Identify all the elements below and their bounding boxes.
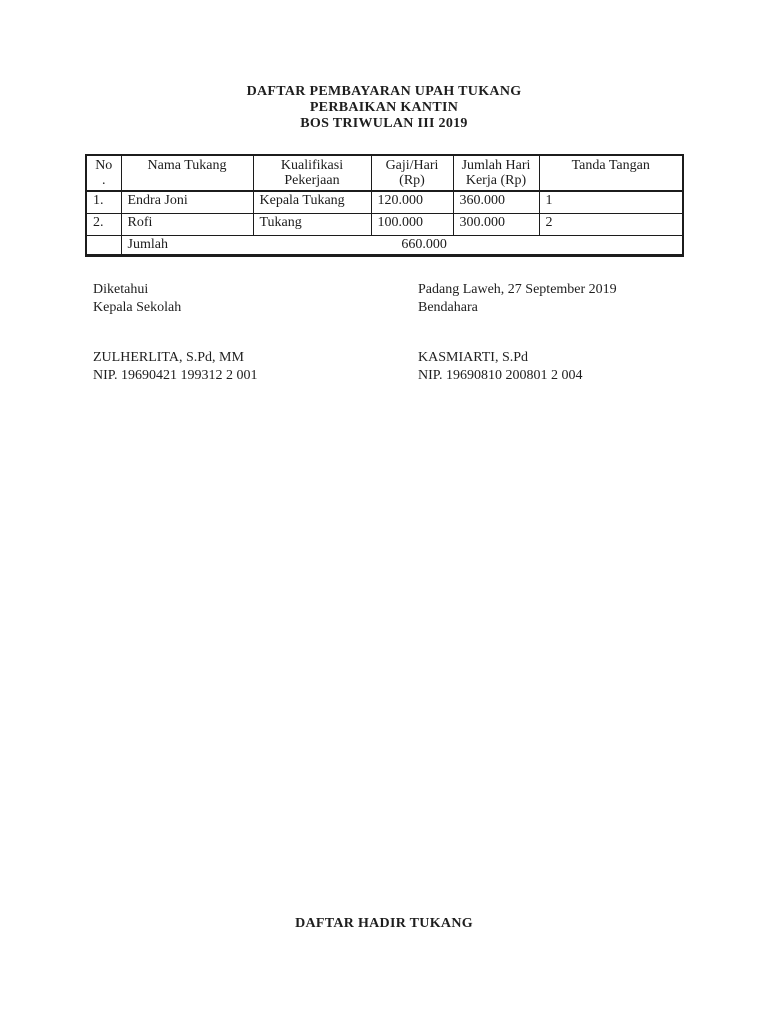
col-header-kualifikasi-pekerjaan: Kualifikasi Pekerjaan [253, 155, 371, 191]
cell-kualifikasi: Kepala Tukang [253, 191, 371, 214]
title-line-1: DAFTAR PEMBAYARAN UPAH TUKANG [246, 84, 522, 99]
title-line-3: BOS TRIWULAN III 2019 [300, 116, 468, 131]
signature-left-line-1: Diketahui [93, 282, 149, 297]
table-row [86, 214, 683, 236]
cell-no: 2. [86, 214, 121, 236]
next-section-title: DAFTAR HADIR TUKANG [295, 916, 473, 931]
cell-no: 1. [86, 191, 121, 214]
signature-right-role: Bendahara [418, 300, 478, 315]
cell-jumlah-hari: 300.000 [453, 214, 539, 236]
table-header-row [86, 155, 683, 191]
col-header-jumlah-hari-kerja: Jumlah Hari Kerja (Rp) [453, 155, 539, 191]
total-cell [121, 236, 683, 256]
signature-block-right [418, 281, 617, 385]
document-title [0, 84, 768, 132]
cell-nama: Rofi [121, 214, 253, 236]
cell-tanda-tangan: 2 [539, 214, 683, 236]
signature-block-left [93, 281, 258, 385]
cell-gaji: 120.000 [371, 191, 453, 214]
col-header-no: No . [86, 155, 121, 191]
cell-gaji: 100.000 [371, 214, 453, 236]
signature-left-line-2: Kepala Sekolah [93, 300, 182, 315]
col-header-tanda-tangan: Tanda Tangan [539, 155, 683, 191]
total-label: Jumlah [127, 237, 168, 252]
title-line-2: PERBAIKAN KANTIN [309, 100, 459, 115]
cell-no-empty [86, 236, 121, 256]
table-row [86, 191, 683, 214]
signature-left-nip: NIP. 19690421 199312 2 001 [93, 368, 258, 383]
signature-left-name: ZULHERLITA, S.Pd, MM [93, 350, 244, 365]
col-header-nama-tukang: Nama Tukang [121, 155, 253, 191]
cell-tanda-tangan: 1 [539, 191, 683, 214]
cell-jumlah-hari: 360.000 [453, 191, 539, 214]
cell-nama: Endra Joni [121, 191, 253, 214]
signature-right-name: KASMIARTI, S.Pd [418, 350, 529, 365]
payment-table [85, 154, 684, 257]
signature-right-place-date: Padang Laweh, 27 September 2019 [418, 282, 617, 297]
total-value: 660.000 [401, 237, 447, 252]
col-header-gaji-hari: Gaji/Hari (Rp) [371, 155, 453, 191]
table-total-row [86, 236, 683, 256]
signature-right-nip: NIP. 19690810 200801 2 004 [418, 368, 583, 383]
cell-kualifikasi: Tukang [253, 214, 371, 236]
